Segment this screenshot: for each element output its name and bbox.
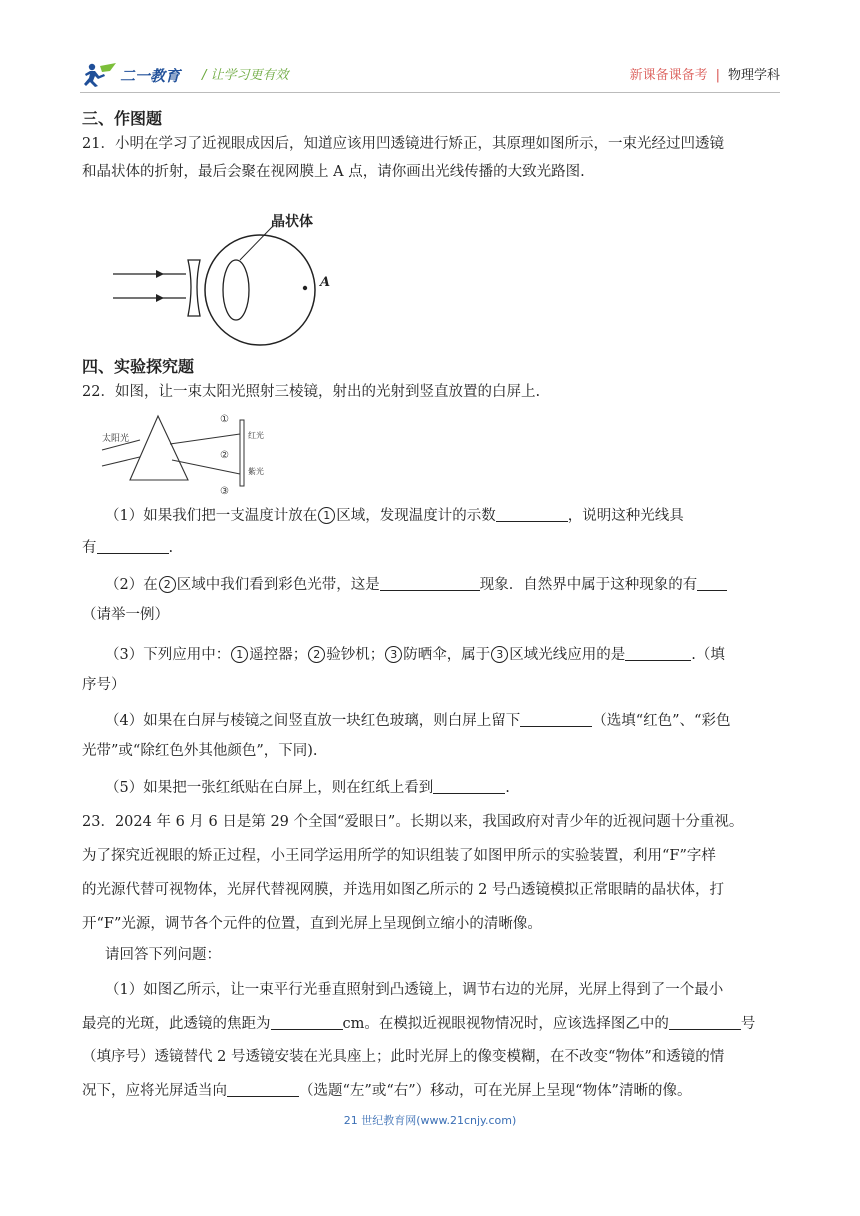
section-title-experiment: 四、实验探究题 (82, 357, 195, 376)
q22-part-3-cont: 序号） (82, 677, 126, 693)
answer-blank[interactable] (625, 644, 691, 661)
crystalline-lens-label: 晶状体 (271, 214, 313, 230)
q23-line-2: 为了探究近视眼的矫正过程，小王同学运用所学的知识组装了如图甲所示的实验装置，利用“F”字样 (82, 848, 716, 864)
q23-line-1: 23．2024 年 6 月 6 日是第 29 个全国“爱眼日”。长期以来，我国政府对青少年的近视问题十分重视。 (82, 814, 744, 830)
answer-blank[interactable] (697, 574, 727, 591)
header-course-text: 新课备课备考 (629, 68, 708, 83)
answer-blank[interactable] (227, 1080, 299, 1097)
q23-line-3: 的光源代替可视物体，光屏代替视网膜，并选用如图乙所示的 2 号凸透镜模拟正常眼睛的晶状体，打 (82, 882, 724, 898)
q22-part-1-cont: 有 . (82, 534, 782, 562)
q22-part-3: （3）下列应用中： 1 遥控器； 2 验钞机； 3 防晒伞，属于 3 区域光线应用的是 .（填 (105, 641, 782, 669)
q22-part-5: （5）如果把一张红纸贴在白屏上，则在红纸上看到 . (105, 774, 782, 802)
section-title-drawing: 三、作图题 (82, 109, 163, 128)
logo-text: 二一教育 (120, 66, 181, 85)
q23-text (82, 808, 782, 938)
q23-part-1-line-3: （填序号）透镜替代 2 号透镜安装在光具座上；此时光屏上的像变模糊，在不改变“物体”和透镜的情 (82, 1049, 725, 1065)
q22-prism-diagram (100, 408, 264, 497)
region-1-label: ① (220, 414, 229, 425)
header-separator: | (715, 68, 720, 83)
answer-blank[interactable] (271, 1013, 343, 1030)
region-2-label: ② (220, 450, 229, 461)
q23-part-1: （1）如图乙所示，让一束平行光垂直照射到凸透镜上，调节右边的光屏，光屏上得到了一个最小 (105, 982, 724, 998)
answer-blank[interactable] (669, 1013, 741, 1030)
header-slogan: / 让学习更有效 (202, 68, 289, 83)
logo (80, 62, 180, 88)
runner-logo-icon (80, 62, 118, 88)
q21-text (82, 130, 782, 186)
circled-number-1: 1 (318, 507, 335, 524)
q23-part-1-line-2: 最亮的光斑，此透镜的焦距为 cm。在模拟近视眼视物情况时，应该选择图乙中的 号 (82, 1010, 782, 1038)
q23-prompt: 请回答下列问题： (105, 947, 221, 963)
q21-eye-diagram (108, 210, 348, 345)
q22-intro: 22．如图，让一束太阳光照射三棱镜，射出的光射到竖直放置的白屏上. (82, 384, 541, 400)
page-footer[interactable]: 21 世纪教育网(www.21cnjy.com) (343, 1114, 517, 1127)
answer-blank[interactable] (496, 505, 568, 522)
circled-number-2: 2 (159, 576, 176, 593)
answer-blank[interactable] (97, 537, 169, 554)
q22-part-4-cont: 光带”或“除红色外其他颜色”，下同). (82, 743, 318, 759)
header-right (630, 64, 780, 83)
q21-line-1: 21．小明在学习了近视眼成因后，知道应该用凹透镜进行矫正，其原理如图所示，一束光经过凹透镜 (82, 136, 724, 152)
region-3-label: ③ (220, 486, 229, 497)
violet-light-label: 紫光 (248, 467, 264, 476)
page-header (80, 56, 780, 93)
answer-blank[interactable] (433, 777, 505, 794)
red-light-label: 红光 (248, 431, 264, 440)
q22-part-2-cont: （请举一例） (82, 607, 169, 623)
q21-line-2: 和晶状体的折射，最后会聚在视网膜上 A 点，请你画出光线传播的大致光路图. (82, 164, 585, 180)
q23-line-4: 开“F”光源，调节各个元件的位置，直到光屏上呈现倒立缩小的清晰像。 (82, 916, 542, 932)
point-a-label: A (320, 275, 331, 290)
answer-blank[interactable] (380, 574, 480, 591)
q22-part-1: （1）如果我们把一支温度计放在 1 区域，发现温度计的示数 ，说明这种光线具 (105, 502, 782, 530)
answer-blank[interactable] (520, 710, 592, 727)
q22-part-2: （2）在 2 区域中我们看到彩色光带，这是 现象．自然界中属于这种现象的有 (105, 571, 782, 599)
sunlight-label: 太阳光 (102, 434, 130, 444)
q22-part-4: （4）如果在白屏与棱镜之间竖直放一块红色玻璃，则白屏上留下 （选填“红色”、“彩色 (105, 707, 782, 735)
header-subject: 物理学科 (727, 68, 780, 83)
q23-part-1-line-4: 况下，应将光屏适当向 （选题“左”或“右”）移动，可在光屏上呈现“物体”清晰的像。 (82, 1077, 782, 1105)
